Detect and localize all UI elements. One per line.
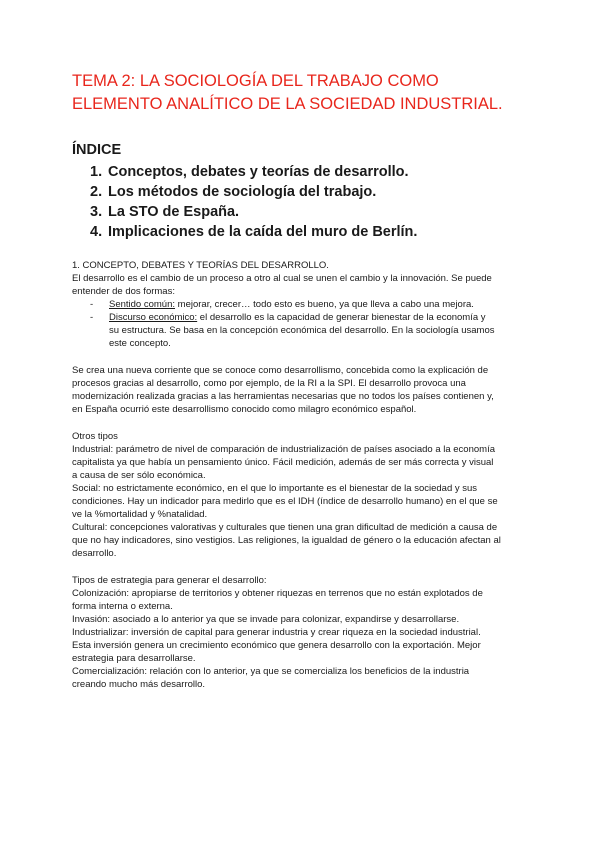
text-line: forma interna o externa. — [72, 601, 173, 612]
text-line: Esta inversión genera un crecimiento económico que genera desarrollo con la exportación. Mejor — [72, 640, 481, 651]
text-line: El desarrollo es el cambio de un proceso a otro al cual se unen el cambio y la innovación. Se puede — [72, 273, 492, 284]
index-heading: ÍNDICE — [72, 142, 122, 158]
text-line: Comercialización: relación con lo anterior, ya que se comercializa los beneficios de la industria — [72, 666, 470, 677]
definition-item — [90, 298, 540, 311]
text-line: desarrollo. — [72, 548, 117, 559]
index-item-number: 3. — [90, 204, 103, 220]
text-line: condiciones. Hay un indicador para medirlo que es el IDH (índice de desarrollo humano) en el que se — [72, 496, 498, 507]
definition-text: el desarrollo es la capacidad de generar bienestar de la economía y — [197, 312, 486, 323]
text-line: Invasión: asociado a lo anterior ya que se invade para colonizar, expandirse y desarrollarse. — [72, 614, 460, 625]
desarrollismo-paragraph — [72, 364, 540, 416]
text-line: ve la %mortalidad y %natalidad. — [72, 509, 208, 520]
definition-list — [72, 298, 540, 350]
document-title — [72, 70, 540, 116]
text-line: capitalista ya que había un pensamiento único. Fácil medición, además de ser más correcta y visual — [72, 457, 494, 468]
definition-text: mejorar, crecer… todo esto es bueno, ya que lleva a cabo una mejora. — [175, 299, 474, 310]
index-item-number: 4. — [90, 224, 103, 240]
bullet-dash: - — [90, 312, 94, 323]
definition-term: Sentido común: — [109, 299, 176, 310]
definition-item — [90, 311, 540, 350]
text-line: Industrial: parámetro de nivel de comparación de industrialización de países asociado a la economía — [72, 444, 495, 455]
text-line: Industrializar: inversión de capital para generar industria y crear riqueza en la sociedad industrial. — [72, 627, 481, 638]
text-line: en España ocurrió este desarrollismo conocido como milagro económico español. — [72, 404, 417, 415]
index-item — [90, 222, 540, 242]
section-heading: 1. CONCEPTO, DEBATES Y TEORÍAS DEL DESARROLLO. — [72, 260, 329, 271]
index-item — [90, 202, 540, 222]
text-line: creando mucho más desarrollo. — [72, 679, 206, 690]
index-item — [90, 162, 540, 182]
otros-tipos-paragraph — [72, 443, 540, 560]
title-line-2: ELEMENTO ANALÍTICO DE LA SOCIEDAD INDUSTRIAL. — [72, 95, 503, 113]
text-line: Se crea una nueva corriente que se conoce como desarrollismo, concebida como la explicación de — [72, 365, 489, 376]
index-item — [90, 182, 540, 202]
text-line: procesos gracias al desarrollo, como por ejemplo, de la RI a la SPI. El desarrollo provoca una — [72, 378, 466, 389]
text-line: Cultural: concepciones valorativas y culturales que tienen una gran dificultad de medición a causa de — [72, 522, 498, 533]
index-item-text: La STO de España. — [108, 204, 240, 220]
text-line: Colonización: apropiarse de territorios y obtener riquezas en terrenos que no están explotados de — [72, 588, 483, 599]
definition-text: su estructura. Se basa en la concepción económica del desarrollo. En la sociología usamos — [109, 325, 495, 336]
intro-paragraph — [72, 272, 540, 298]
definition-term: Discurso económico: — [109, 312, 198, 323]
text-line: que no hay indicadores, sino vestigios. Las religiones, la igualdad de género o la educación afectan al — [72, 535, 501, 546]
text-line: entender de dos formas: — [72, 286, 175, 297]
index-item-number: 1. — [90, 164, 103, 180]
index-item-text: Conceptos, debates y teorías de desarrollo. — [108, 164, 409, 180]
text-line: modernización realizada gracias a las herramientas necesarias que no todos los países contienen y, — [72, 391, 494, 402]
estrategia-heading: Tipos de estrategia para generar el desarrollo: — [72, 575, 267, 586]
text-line: estrategia para desarrollarse. — [72, 653, 196, 664]
index-item-number: 2. — [90, 184, 103, 200]
estrategia-paragraph — [72, 587, 540, 691]
definition-text: este concepto. — [109, 338, 171, 349]
otros-tipos-heading: Otros tipos — [72, 431, 118, 442]
title-line-1: TEMA 2: LA SOCIOLOGÍA DEL TRABAJO COMO — [72, 72, 439, 90]
index-item-text: Los métodos de sociología del trabajo. — [108, 184, 377, 200]
text-line: Social: no estrictamente económico, en el que lo importante es el bienestar de la sociedad y sus — [72, 483, 478, 494]
index-item-text: Implicaciones de la caída del muro de Berlín. — [108, 224, 418, 240]
index-list — [72, 162, 540, 242]
bullet-dash: - — [90, 299, 94, 310]
text-line: a causa de ser sólo económica. — [72, 470, 206, 481]
